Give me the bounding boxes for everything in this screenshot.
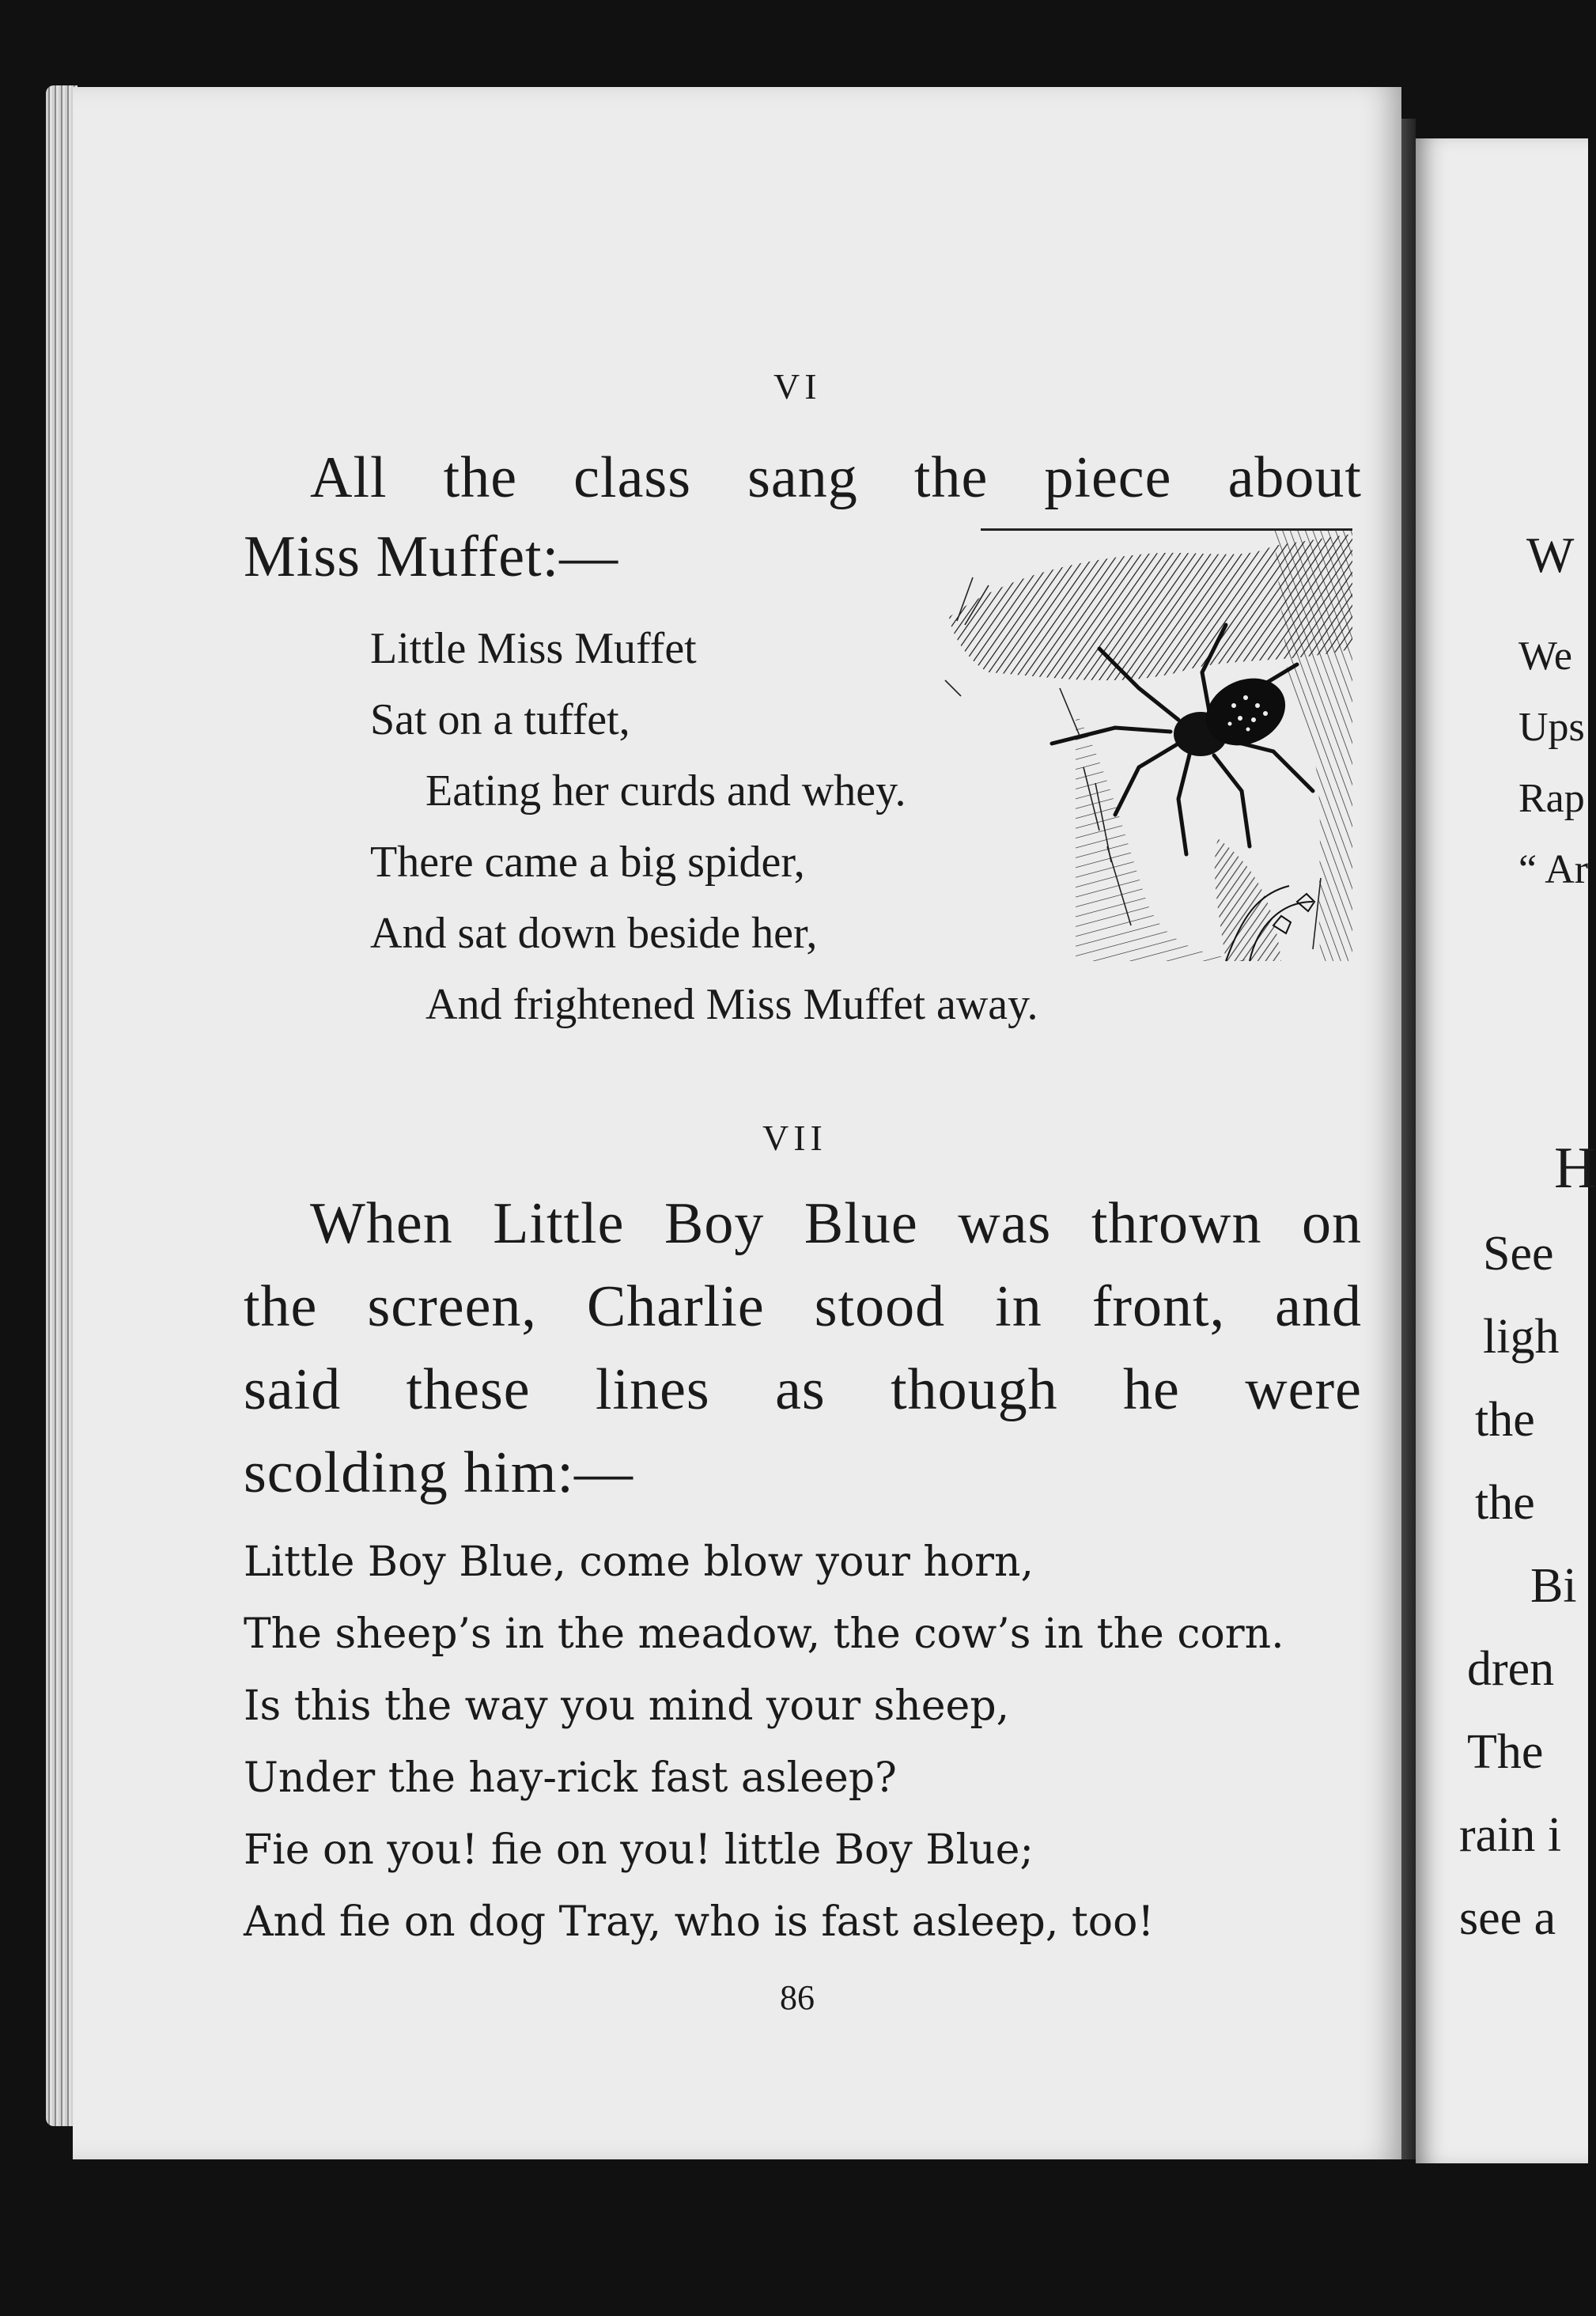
right-fragment-10: the	[1475, 1476, 1535, 1530]
muffet-line-4: There came a big spider,	[370, 838, 805, 887]
right-fragment-6: H	[1554, 1136, 1596, 1201]
right-fragment-2: We	[1518, 634, 1572, 679]
section-heading-vi: VI	[773, 366, 822, 407]
boy-blue-line-3: Is this the way you mind your sheep,	[244, 1682, 1010, 1730]
right-fragment-5: “ Ar	[1518, 847, 1589, 892]
right-fragment-1: W	[1526, 527, 1575, 583]
muffet-line-5: And sat down beside her,	[370, 909, 818, 958]
muffet-line-3: Eating her curds and whey.	[425, 766, 906, 816]
boy-blue-line-4: Under the hay-rick fast asleep?	[244, 1754, 897, 1802]
boy-blue-line-1: Little Boy Blue, come blow your horn,	[244, 1538, 1034, 1586]
section-heading-vii: VII	[762, 1118, 827, 1158]
right-fragment-12: dren	[1467, 1642, 1555, 1696]
right-fragment-14: rain i	[1459, 1808, 1562, 1862]
muffet-line-1: Little Miss Muffet	[370, 624, 697, 673]
spider-illustration	[941, 530, 1352, 961]
right-fragment-3: Ups	[1518, 705, 1585, 750]
intro-vii-line-2: the screen, Charlie stood in front, and	[244, 1274, 1362, 1339]
intro-vii-line-3: said these lines as though he were	[244, 1357, 1362, 1422]
intro-vii-line-4: scolding him:—	[244, 1440, 633, 1505]
right-fragment-13: The	[1467, 1725, 1544, 1779]
page-number: 86	[780, 1978, 815, 2017]
intro-vii-line-1: When Little Boy Blue was thrown on	[310, 1191, 1362, 1256]
boy-blue-line-6: And fie on dog Tray, who is fast asleep, too!	[244, 1898, 1155, 1946]
right-page	[1416, 138, 1596, 2163]
right-fragment-4: Rap	[1518, 776, 1585, 821]
boy-blue-line-5: Fie on you! fie on you! little Boy Blue;	[244, 1826, 1034, 1874]
right-fragment-11: Bi	[1530, 1559, 1577, 1613]
intro-vi-line-2: Miss Muffet:—	[244, 524, 619, 589]
right-fragment-15: see a	[1459, 1891, 1556, 1945]
muffet-line-2: Sat on a tuffet,	[370, 695, 630, 744]
right-fragment-7: See	[1483, 1227, 1554, 1281]
book-gutter	[1401, 119, 1416, 2159]
muffet-line-6: And frightened Miss Muffet away.	[425, 980, 1038, 1029]
right-fragment-9: the	[1475, 1393, 1535, 1447]
spider-icon	[941, 530, 1352, 961]
intro-vi-line-1: All the class sang the piece about	[310, 445, 1362, 510]
boy-blue-line-2: The sheep’s in the meadow, the cow’s in the corn.	[244, 1610, 1284, 1658]
right-fragment-8: ligh	[1483, 1310, 1560, 1364]
